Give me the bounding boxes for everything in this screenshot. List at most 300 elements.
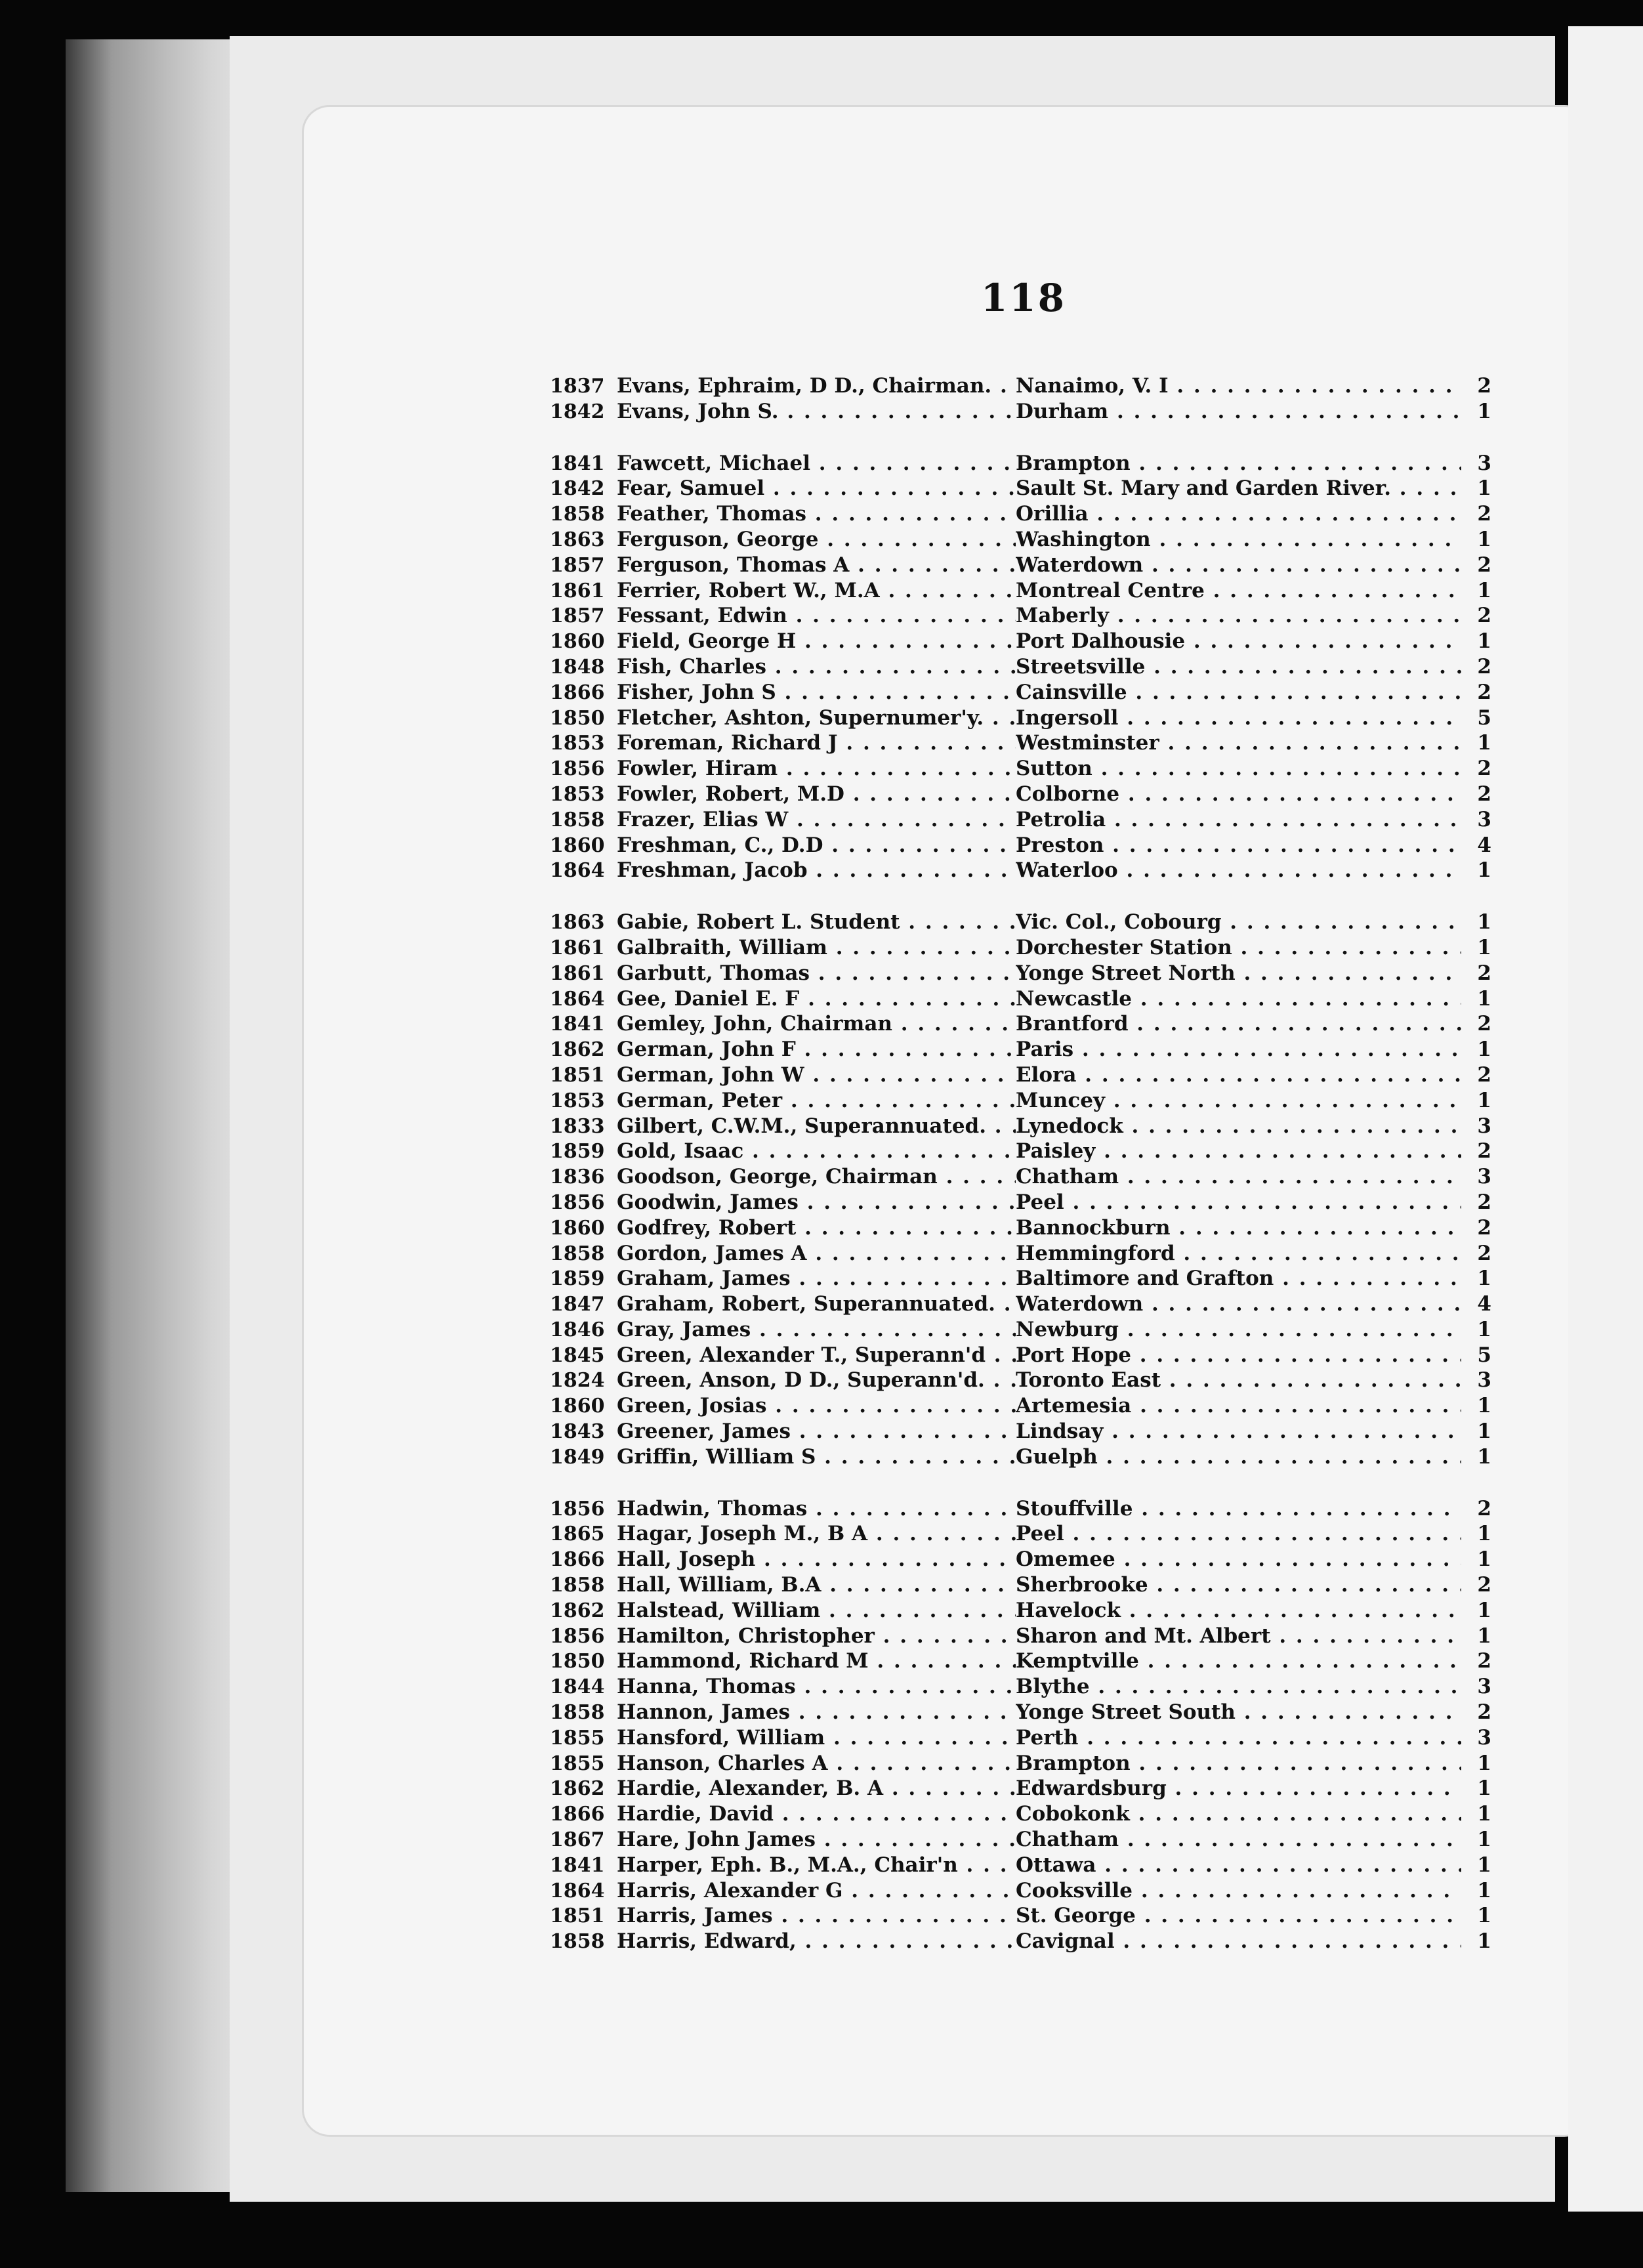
entry-year: 1856 [550, 1190, 605, 1214]
entry-name: Goodson, George, Chairman . . . [617, 1165, 1016, 1188]
entry-place: Lindsay . . . [1016, 1419, 1461, 1443]
entry-place: Paris . . . [1016, 1038, 1461, 1061]
directory-entry [550, 808, 1491, 833]
directory-entry [550, 629, 1491, 655]
entry-year: 1858 [550, 1574, 605, 1597]
entry-count: 2 [1477, 1012, 1491, 1036]
entry-year: 1853 [550, 1089, 605, 1112]
entry-year: 1857 [550, 553, 605, 577]
entry-year: 1833 [550, 1114, 605, 1138]
entry-place: Peel . . . [1016, 1190, 1461, 1214]
entry-count: 1 [1477, 935, 1491, 959]
directory-entry [550, 604, 1491, 629]
entry-year: 1864 [550, 987, 605, 1011]
entry-year: 1863 [550, 528, 605, 551]
entry-count: 1 [1477, 1624, 1491, 1648]
directory-entry [550, 1318, 1491, 1343]
letter-group [550, 374, 1491, 425]
entry-name: Hansford, William . . . [617, 1726, 1016, 1750]
entry-name: Feather, Thomas . . . [617, 502, 1016, 526]
entry-count: 5 [1477, 705, 1491, 730]
entry-name: Fletcher, Ashton, Supernumer'y. . . . [617, 706, 1016, 730]
entry-place: St. George . . . [1016, 1904, 1461, 1927]
entry-name: Ferguson, Thomas A . . . [617, 553, 1016, 577]
entry-year: 1859 [550, 1140, 605, 1164]
entry-count: 1 [1477, 1878, 1491, 1902]
directory-entry [550, 1114, 1491, 1140]
entry-year: 1856 [550, 1624, 605, 1648]
directory-entry [550, 1828, 1491, 1853]
directory-entry [550, 1726, 1491, 1752]
directory-entry [550, 1700, 1491, 1726]
entry-name: Halstead, William . . . [617, 1599, 1016, 1622]
entry-place: Dorchester Station . . . [1016, 936, 1461, 959]
entry-place: Sherbrooke . . . [1016, 1573, 1461, 1597]
directory-entry [550, 1139, 1491, 1165]
entry-count: 3 [1477, 1165, 1491, 1189]
entry-name: Ferrier, Robert W., M.A . . . [617, 579, 1016, 602]
entry-year: 1853 [550, 732, 605, 755]
entry-count: 1 [1477, 1522, 1491, 1546]
entry-name: Gordon, James A . . . [617, 1242, 1016, 1265]
entry-year: 1853 [550, 782, 605, 806]
entry-year: 1860 [550, 833, 605, 857]
directory-entry [550, 374, 1491, 400]
entry-count: 2 [1477, 961, 1491, 985]
entry-year: 1860 [550, 630, 605, 654]
directory-entry [550, 1190, 1491, 1216]
entry-count: 2 [1477, 553, 1491, 577]
entry-name: German, John F . . . [617, 1038, 1016, 1061]
letter-group [550, 1497, 1491, 1955]
entry-count: 2 [1477, 1139, 1491, 1164]
directory-entry [550, 528, 1491, 553]
entry-name: Galbraith, William . . . [617, 936, 1016, 959]
entry-place: Port Dalhousie . . . [1016, 629, 1461, 653]
entry-name: Evans, Ephraim, D D., Chairman. . . . [617, 374, 1016, 398]
directory-entry [550, 452, 1491, 477]
entry-year: 1856 [550, 757, 605, 781]
entry-year: 1842 [550, 400, 605, 423]
entry-place: Baltimore and Grafton . . . [1016, 1267, 1461, 1290]
entry-name: German, John W . . . [617, 1063, 1016, 1087]
entry-place: Kemptville . . . [1016, 1649, 1461, 1673]
page-number: 118 [980, 276, 1067, 320]
directory-entry [550, 1165, 1491, 1190]
directory-entry [550, 1419, 1491, 1445]
entry-year: 1864 [550, 859, 605, 883]
entry-count: 1 [1477, 1776, 1491, 1801]
entry-year: 1858 [550, 503, 605, 526]
entry-place: Sault St. Mary and Garden River. . . . [1016, 476, 1461, 500]
entry-name: Freshman, Jacob . . . [617, 858, 1016, 882]
entry-year: 1856 [550, 1497, 605, 1521]
entry-place: Waterloo . . . [1016, 858, 1461, 882]
entry-place: Yonge Street South . . . [1016, 1700, 1461, 1724]
entry-place: Paisley . . . [1016, 1139, 1461, 1163]
entry-name: Field, George H . . . [617, 629, 1016, 653]
directory-entry [550, 1292, 1491, 1318]
entry-count: 2 [1477, 1215, 1491, 1240]
directory-entry [550, 1802, 1491, 1828]
directory-entry [550, 1089, 1491, 1114]
entry-name: Harper, Eph. B., M.A., Chair'n . . . [617, 1853, 1016, 1877]
entry-place: Port Hope . . . [1016, 1343, 1461, 1367]
entry-count: 1 [1477, 1904, 1491, 1928]
entry-place: Elora . . . [1016, 1063, 1461, 1087]
entry-place: Omemee . . . [1016, 1547, 1461, 1571]
entry-year: 1844 [550, 1675, 605, 1699]
entry-name: Hadwin, Thomas . . . [617, 1497, 1016, 1521]
entry-year: 1851 [550, 1063, 605, 1087]
entry-name: Harris, James . . . [617, 1904, 1016, 1927]
directory-entry [550, 961, 1491, 987]
entry-count: 1 [1477, 1317, 1491, 1341]
entry-name: Hall, Joseph . . . [617, 1547, 1016, 1571]
entry-place: Blythe . . . [1016, 1675, 1461, 1698]
entry-place: Orillia . . . [1016, 502, 1461, 526]
entry-count: 2 [1477, 1496, 1491, 1521]
entry-place: Montreal Centre . . . [1016, 579, 1461, 602]
facing-page-edge [1568, 26, 1643, 2212]
entry-name: Hamilton, Christopher . . . [617, 1624, 1016, 1648]
directory-entry [550, 858, 1491, 884]
entry-year: 1862 [550, 1599, 605, 1622]
directory-entry [550, 1599, 1491, 1624]
entry-place: Muncey . . . [1016, 1089, 1461, 1112]
entry-year: 1841 [550, 1013, 605, 1036]
directory-entry [550, 1675, 1491, 1700]
entry-count: 1 [1477, 1853, 1491, 1877]
entry-place: Bannockburn . . . [1016, 1216, 1461, 1240]
entry-year: 1861 [550, 936, 605, 959]
entry-count: 1 [1477, 476, 1491, 501]
directory-entry [550, 1904, 1491, 1929]
directory-entry [550, 1216, 1491, 1242]
directory-entry [550, 731, 1491, 757]
entry-name: Greener, James . . . [617, 1419, 1016, 1443]
entry-place: Hemmingford . . . [1016, 1242, 1461, 1265]
entry-count: 1 [1477, 1929, 1491, 1954]
entry-name: Fowler, Hiram . . . [617, 757, 1016, 780]
directory-entry [550, 1368, 1491, 1394]
entry-count: 2 [1477, 1190, 1491, 1214]
entry-year: 1855 [550, 1726, 605, 1750]
entry-name: Hagar, Joseph M., B A . . . [617, 1522, 1016, 1545]
entry-year: 1841 [550, 1853, 605, 1877]
entry-year: 1846 [550, 1318, 605, 1341]
entry-count: 1 [1477, 731, 1491, 755]
directory-entry [550, 655, 1491, 681]
entry-year: 1849 [550, 1445, 605, 1469]
entry-place: Petrolia . . . [1016, 808, 1461, 831]
directory-entry [550, 706, 1491, 732]
entry-name: Fear, Samuel . . . [617, 476, 1016, 500]
directory-entry [550, 987, 1491, 1013]
entry-name: Frazer, Elias W . . . [617, 808, 1016, 831]
entry-count: 1 [1477, 1267, 1491, 1291]
entry-place: Cavignal . . . [1016, 1929, 1461, 1953]
entry-year: 1860 [550, 1216, 605, 1240]
directory-entry [550, 1853, 1491, 1879]
entry-count: 2 [1477, 1649, 1491, 1673]
entry-count: 4 [1477, 833, 1491, 857]
entry-place: Sutton . . . [1016, 757, 1461, 780]
entry-place: Cooksville . . . [1016, 1879, 1461, 1902]
directory-entry [550, 1752, 1491, 1777]
entry-year: 1836 [550, 1166, 605, 1189]
directory-entry [550, 757, 1491, 782]
entry-count: 1 [1477, 1598, 1491, 1622]
entry-count: 3 [1477, 1368, 1491, 1393]
entry-place: Waterdown . . . [1016, 553, 1461, 577]
entry-count: 3 [1477, 1675, 1491, 1699]
entry-year: 1861 [550, 961, 605, 985]
entry-name: Gemley, John, Chairman . . . [617, 1012, 1016, 1036]
entry-name: Gilbert, C.W.M., Superannuated. . . . [617, 1114, 1016, 1138]
entry-name: Hanna, Thomas . . . [617, 1675, 1016, 1698]
entry-year: 1858 [550, 1701, 605, 1725]
entry-year: 1862 [550, 1777, 605, 1801]
entry-year: 1857 [550, 604, 605, 628]
entry-place: Guelph . . . [1016, 1445, 1461, 1469]
entry-name: Gabie, Robert L. Student . . . [617, 910, 1016, 934]
entry-year: 1858 [550, 1242, 605, 1265]
directory-entry [550, 1012, 1491, 1038]
entry-count: 1 [1477, 527, 1491, 551]
entry-name: Fawcett, Michael . . . [617, 452, 1016, 475]
entry-name: Gold, Isaac . . . [617, 1139, 1016, 1163]
entry-name: Hare, John James . . . [617, 1828, 1016, 1851]
entry-count: 3 [1477, 807, 1491, 831]
entry-count: 1 [1477, 910, 1491, 934]
entry-name: Griffin, William S . . . [617, 1445, 1016, 1469]
directory-entry [550, 1394, 1491, 1419]
entry-year: 1860 [550, 1395, 605, 1418]
directory-entry [550, 553, 1491, 579]
entry-place: Newcastle . . . [1016, 987, 1461, 1011]
directory-entry [550, 579, 1491, 604]
letter-group [550, 910, 1491, 1471]
entry-count: 5 [1477, 1343, 1491, 1367]
entry-name: Gee, Daniel E. F . . . [617, 987, 1016, 1011]
entry-year: 1851 [550, 1904, 605, 1928]
entry-name: Freshman, C., D.D . . . [617, 833, 1016, 857]
entry-name: Green, Anson, D D., Superann'd. . . . [617, 1368, 1016, 1392]
directory-entry [550, 1343, 1491, 1369]
directory-entry [550, 1929, 1491, 1955]
entry-name: Evans, John S. . . . [617, 400, 1016, 423]
entry-count: 2 [1477, 1062, 1491, 1087]
directory-entry [550, 936, 1491, 961]
entry-count: 2 [1477, 1241, 1491, 1265]
entry-place: Maberly . . . [1016, 604, 1461, 627]
entry-name: Fisher, John S . . . [617, 681, 1016, 704]
entry-name: Godfrey, Robert . . . [617, 1216, 1016, 1240]
entry-name: Fessant, Edwin . . . [617, 604, 1016, 627]
entry-count: 2 [1477, 374, 1491, 398]
entry-place: Westminster . . . [1016, 731, 1461, 755]
entry-count: 1 [1477, 1547, 1491, 1572]
entry-year: 1858 [550, 808, 605, 831]
entry-name: Hanson, Charles A . . . [617, 1752, 1016, 1775]
entry-place: Washington . . . [1016, 528, 1461, 551]
entry-count: 1 [1477, 578, 1491, 602]
entry-count: 1 [1477, 858, 1491, 883]
entry-place: Waterdown . . . [1016, 1292, 1461, 1316]
entry-place: Edwardsburg . . . [1016, 1776, 1461, 1800]
entry-year: 1842 [550, 477, 605, 501]
entry-name: Goodwin, James . . . [617, 1190, 1016, 1214]
directory-entry [550, 1624, 1491, 1650]
entry-place: Cobokonk . . . [1016, 1802, 1461, 1826]
entry-year: 1845 [550, 1343, 605, 1367]
entry-year: 1867 [550, 1828, 605, 1852]
entry-year: 1861 [550, 579, 605, 602]
directory-entry [550, 400, 1491, 425]
entry-name: Harris, Edward, . . . [617, 1929, 1016, 1953]
entry-count: 3 [1477, 1114, 1491, 1138]
directory-entry [550, 1879, 1491, 1904]
book-page-edges [66, 39, 249, 2192]
entry-year: 1824 [550, 1369, 605, 1393]
entry-place: Ottawa . . . [1016, 1853, 1461, 1877]
directory-entry [550, 502, 1491, 528]
entry-year: 1843 [550, 1420, 605, 1444]
entry-year: 1866 [550, 1548, 605, 1572]
entry-name: Foreman, Richard J . . . [617, 731, 1016, 755]
entry-count: 2 [1477, 782, 1491, 806]
entry-name: Green, Alexander T., Superann'd . . . [617, 1343, 1016, 1367]
directory-entry [550, 1547, 1491, 1573]
entry-name: Gray, James . . . [617, 1318, 1016, 1341]
entry-count: 1 [1477, 1444, 1491, 1469]
entry-count: 1 [1477, 1394, 1491, 1418]
entry-year: 1865 [550, 1522, 605, 1546]
directory-entry [550, 1063, 1491, 1089]
entry-place: Ingersoll . . . [1016, 706, 1461, 730]
entry-place: Perth . . . [1016, 1726, 1461, 1750]
entry-year: 1848 [550, 655, 605, 679]
entry-place: Chatham . . . [1016, 1828, 1461, 1851]
entry-count: 2 [1477, 502, 1491, 526]
directory-entry [550, 1242, 1491, 1267]
entry-name: Ferguson, George . . . [617, 528, 1016, 551]
entry-place: Sharon and Mt. Albert . . . [1016, 1624, 1461, 1648]
entry-name: Hannon, James . . . [617, 1700, 1016, 1724]
entry-year: 1847 [550, 1293, 605, 1316]
entry-count: 3 [1477, 451, 1491, 475]
entry-count: 2 [1477, 757, 1491, 781]
entry-year: 1841 [550, 452, 605, 475]
entry-place: Brantford . . . [1016, 1012, 1461, 1036]
directory-entry [550, 833, 1491, 859]
entry-name: Harris, Alexander G . . . [617, 1879, 1016, 1902]
entry-place: Lynedock . . . [1016, 1114, 1461, 1138]
directory-entry [550, 782, 1491, 808]
directory-entry [550, 1649, 1491, 1675]
directory-entry [550, 1522, 1491, 1547]
directory-entry [550, 1573, 1491, 1599]
entry-name: Fowler, Robert, M.D . . . [617, 782, 1016, 806]
entry-count: 1 [1477, 1751, 1491, 1775]
entry-year: 1837 [550, 375, 605, 398]
entry-name: Hammond, Richard M . . . [617, 1649, 1016, 1673]
entry-place: Havelock . . . [1016, 1599, 1461, 1622]
entry-place: Streetsville . . . [1016, 655, 1461, 679]
entry-count: 1 [1477, 1802, 1491, 1826]
directory-entry [550, 476, 1491, 502]
directory-list [550, 374, 1491, 1981]
entry-count: 1 [1477, 399, 1491, 423]
entry-year: 1866 [550, 1803, 605, 1826]
entry-place: Artemesia . . . [1016, 1394, 1461, 1418]
entry-count: 2 [1477, 1573, 1491, 1597]
entry-year: 1862 [550, 1038, 605, 1062]
entry-count: 2 [1477, 654, 1491, 679]
entry-place: Nanaimo, V. I . . . [1016, 374, 1461, 398]
entry-name: Green, Josias . . . [617, 1394, 1016, 1418]
entry-count: 1 [1477, 1828, 1491, 1852]
entry-year: 1859 [550, 1267, 605, 1291]
entry-place: Brampton . . . [1016, 1752, 1461, 1775]
entry-year: 1866 [550, 681, 605, 704]
entry-place: Durham . . . [1016, 400, 1461, 423]
directory-entry [550, 1776, 1491, 1802]
directory-entry [550, 681, 1491, 706]
entry-count: 2 [1477, 1700, 1491, 1725]
directory-entry [550, 910, 1491, 936]
entry-count: 1 [1477, 629, 1491, 654]
entry-place: Vic. Col., Cobourg . . . [1016, 910, 1461, 934]
entry-count: 2 [1477, 680, 1491, 704]
entry-name: Graham, James . . . [617, 1267, 1016, 1290]
entry-count: 3 [1477, 1725, 1491, 1750]
entry-name: Graham, Robert, Superannuated. . . . [617, 1292, 1016, 1316]
directory-entry [550, 1038, 1491, 1063]
entry-name: Garbutt, Thomas . . . [617, 961, 1016, 985]
entry-place: Stouffville . . . [1016, 1497, 1461, 1521]
entry-year: 1850 [550, 706, 605, 730]
directory-entry [550, 1445, 1491, 1471]
entry-count: 2 [1477, 604, 1491, 628]
entry-year: 1858 [550, 1930, 605, 1954]
entry-year: 1863 [550, 911, 605, 934]
entry-place: Chatham . . . [1016, 1165, 1461, 1188]
entry-place: Toronto East . . . [1016, 1368, 1461, 1392]
entry-place: Newburg . . . [1016, 1318, 1461, 1341]
entry-place: Colborne . . . [1016, 782, 1461, 806]
letter-group [550, 452, 1491, 885]
entry-count: 4 [1477, 1292, 1491, 1316]
entry-count: 1 [1477, 1088, 1491, 1112]
entry-place: Preston . . . [1016, 833, 1461, 857]
entry-year: 1855 [550, 1752, 605, 1775]
entry-name: German, Peter . . . [617, 1089, 1016, 1112]
entry-place: Brampton . . . [1016, 452, 1461, 475]
entry-count: 1 [1477, 1419, 1491, 1444]
entry-count: 1 [1477, 1038, 1491, 1062]
directory-entry [550, 1267, 1491, 1292]
entry-name: Hardie, Alexander, B. A . . . [617, 1776, 1016, 1800]
entry-place: Yonge Street North . . . [1016, 961, 1461, 985]
entry-name: Hall, William, B.A . . . [617, 1573, 1016, 1597]
entry-place: Cainsville . . . [1016, 681, 1461, 704]
entry-year: 1864 [550, 1879, 605, 1902]
entry-place: Peel . . . [1016, 1522, 1461, 1545]
entry-name: Fish, Charles . . . [617, 655, 1016, 679]
entry-count: 1 [1477, 986, 1491, 1011]
